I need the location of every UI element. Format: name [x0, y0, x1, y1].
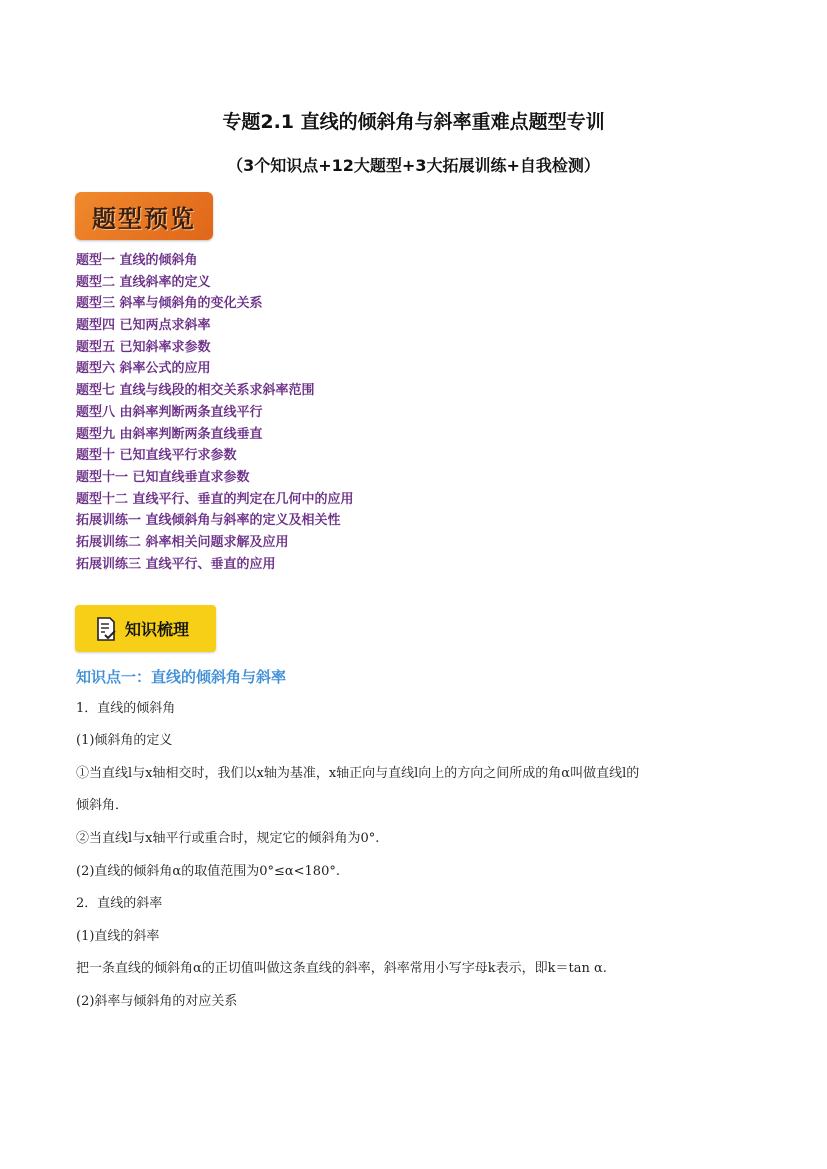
toc-item[interactable]: 题型四 已知两点求斜率 [76, 318, 211, 334]
toc-item[interactable]: 题型六 斜率公式的应用 [76, 361, 211, 377]
toc-item[interactable]: 题型十 已知直线平行求参数 [76, 448, 237, 464]
paragraph-line: 把一条直线的倾斜角α的正切值叫做这条直线的斜率，斜率常用小写字母k表示，即k＝tan α. [76, 961, 607, 976]
toc-item[interactable]: 题型五 已知斜率求参数 [76, 339, 211, 355]
preview-badge [75, 192, 213, 240]
checklist-document-icon [95, 617, 117, 641]
toc-item[interactable]: 拓展训练二 斜率相关问题求解及应用 [76, 534, 289, 550]
document-subtitle: （3个知识点+12大题型+3大拓展训练+自我检测） [227, 156, 600, 175]
toc-item[interactable]: 题型三 斜率与倾斜角的变化关系 [76, 296, 263, 312]
question-type-list [76, 250, 354, 575]
paragraph-line: ①当直线l与x轴相交时，我们以x轴为基准，x轴正向与直线l向上的方向之间所成的角α叫做直线l的 [76, 766, 640, 781]
paragraph-line: (1)直线的斜率 [76, 929, 160, 944]
document-title: 专题2.1 直线的倾斜角与斜率重难点题型专训 [222, 111, 605, 133]
toc-item[interactable]: 题型七 直线与线段的相交关系求斜率范围 [76, 383, 315, 399]
paragraph-line: (1)倾斜角的定义 [76, 733, 173, 748]
toc-item[interactable]: 题型八 由斜率判断两条直线平行 [76, 404, 263, 420]
paragraph-line: 1．直线的倾斜角 [76, 701, 176, 716]
toc-item[interactable]: 题型一 直线的倾斜角 [76, 253, 198, 268]
toc-item[interactable]: 题型十二 直线平行、垂直的判定在几何中的应用 [76, 491, 354, 507]
preview-badge-label: 题型预览 [92, 204, 196, 233]
knowledge-badge [75, 605, 216, 652]
section-heading: 知识点一：直线的倾斜角与斜率 [76, 668, 287, 686]
paragraph-line: 2．直线的斜率 [76, 896, 163, 911]
paragraph-line: ②当直线l与x轴平行或重合时，规定它的倾斜角为0°. [76, 831, 380, 846]
toc-item[interactable]: 拓展训练三 直线平行、垂直的应用 [76, 556, 276, 572]
paragraph-line: (2)斜率与倾斜角的对应关系 [76, 994, 238, 1009]
toc-item[interactable]: 题型二 直线斜率的定义 [76, 274, 211, 290]
paragraph-line: 倾斜角． [76, 798, 129, 813]
paragraph-line: (2)直线的倾斜角α的取值范围为0°≤α<180°. [76, 864, 340, 879]
knowledge-badge-label: 知识梳理 [125, 620, 190, 639]
toc-item[interactable]: 题型十一 已知直线垂直求参数 [76, 469, 250, 485]
toc-item[interactable]: 题型九 由斜率判断两条直线垂直 [76, 426, 263, 442]
toc-item[interactable]: 拓展训练一 直线倾斜角与斜率的定义及相关性 [76, 513, 341, 529]
